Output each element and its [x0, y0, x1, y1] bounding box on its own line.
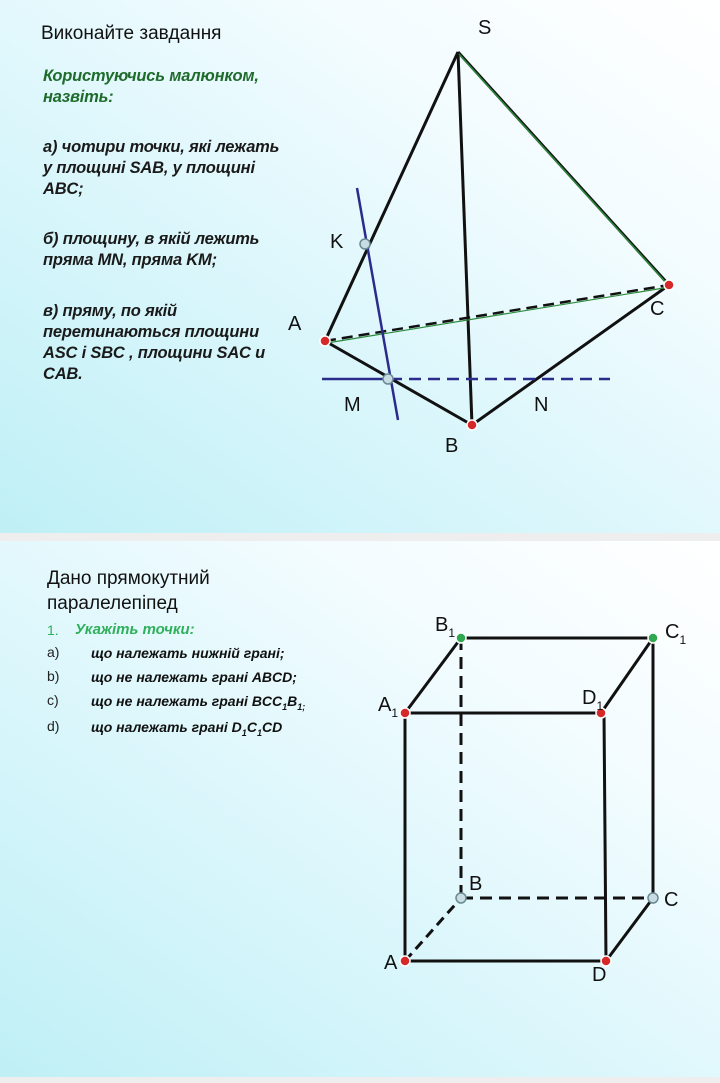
slide-1	[0, 0, 720, 533]
label-C: C	[664, 889, 679, 911]
item-d-mid: C	[246, 719, 257, 735]
label-C: C	[650, 298, 665, 320]
label-A: A	[384, 952, 398, 974]
item-d-sub1: 1	[241, 727, 247, 738]
item-d-num: d)	[47, 718, 60, 734]
list-head: Укажіть точки:	[75, 621, 195, 638]
item-b-num: b)	[47, 668, 60, 684]
label-S: S	[478, 17, 492, 39]
label-B1: $B_1$	[435, 614, 456, 640]
edge-BC	[472, 285, 669, 425]
label-D: D	[592, 964, 607, 986]
label-A: A	[288, 313, 302, 335]
edge-SB	[458, 52, 472, 425]
line-KM	[357, 188, 398, 420]
edge-SC-green	[459, 54, 670, 287]
point-B	[467, 420, 477, 430]
item-b-text: що не належать грані ABCD;	[91, 669, 297, 685]
slide-2	[0, 541, 720, 1077]
task-b: б) площину, в якій лежить пряма MN, пряма KM;	[43, 230, 260, 269]
slide-1-title: Виконайте завдання	[41, 23, 222, 44]
item-c-sub2: 1;	[297, 701, 306, 712]
slide-2-title-line2: паралелепіпед	[47, 593, 178, 614]
edge-A1B1	[405, 638, 461, 713]
label-B: B	[445, 435, 459, 457]
item-d-post: CD	[261, 719, 283, 735]
item-c-pre: що не належать грані BCC	[91, 693, 283, 709]
pyramid-figure	[0, 0, 720, 533]
parallelepiped-figure	[0, 541, 720, 1077]
item-a-text: що належать нижній грані;	[91, 645, 285, 661]
point-A	[400, 956, 410, 966]
item-c-mid: B	[287, 693, 298, 709]
point-C1	[648, 633, 658, 643]
point-K	[360, 239, 370, 249]
point-A	[320, 336, 330, 346]
label-N: N	[534, 394, 549, 416]
edge-AB-dashed	[405, 898, 461, 961]
task-c: в) пряму, по якій перетинаються площини ASC і SBC , площини SAC и CAB.	[43, 302, 266, 383]
item-c-num: c)	[47, 692, 59, 708]
label-D1: $D_1$	[582, 687, 604, 713]
task-intro: Користуючись малюнком, назвіть:	[43, 67, 259, 106]
slide-2-title-line1: Дано прямокутний	[47, 568, 210, 589]
task-a: а) чотири точки, які лежать у площині SAB, у площині ABC;	[43, 138, 280, 198]
point-M	[383, 374, 393, 384]
label-M: M	[344, 394, 361, 416]
label-A1: $A_1$	[378, 694, 399, 720]
item-a-num: a)	[47, 644, 60, 660]
point-B	[456, 893, 466, 903]
label-B: B	[469, 873, 483, 895]
point-B1	[456, 633, 466, 643]
point-C	[648, 893, 658, 903]
item-d-sub2: 1	[256, 727, 262, 738]
edge-DC	[606, 898, 653, 961]
list-head-number: 1.	[47, 622, 59, 638]
label-C1: $C_1$	[665, 621, 687, 647]
item-d-pre: що належать грані D	[91, 719, 242, 735]
point-C	[664, 280, 674, 290]
item-c-sub1: 1	[282, 701, 288, 712]
edge-DD1	[604, 713, 606, 961]
edge-SA	[325, 52, 458, 341]
label-K: K	[330, 231, 344, 253]
edge-D1C1	[601, 638, 653, 713]
point-A1	[400, 708, 410, 718]
